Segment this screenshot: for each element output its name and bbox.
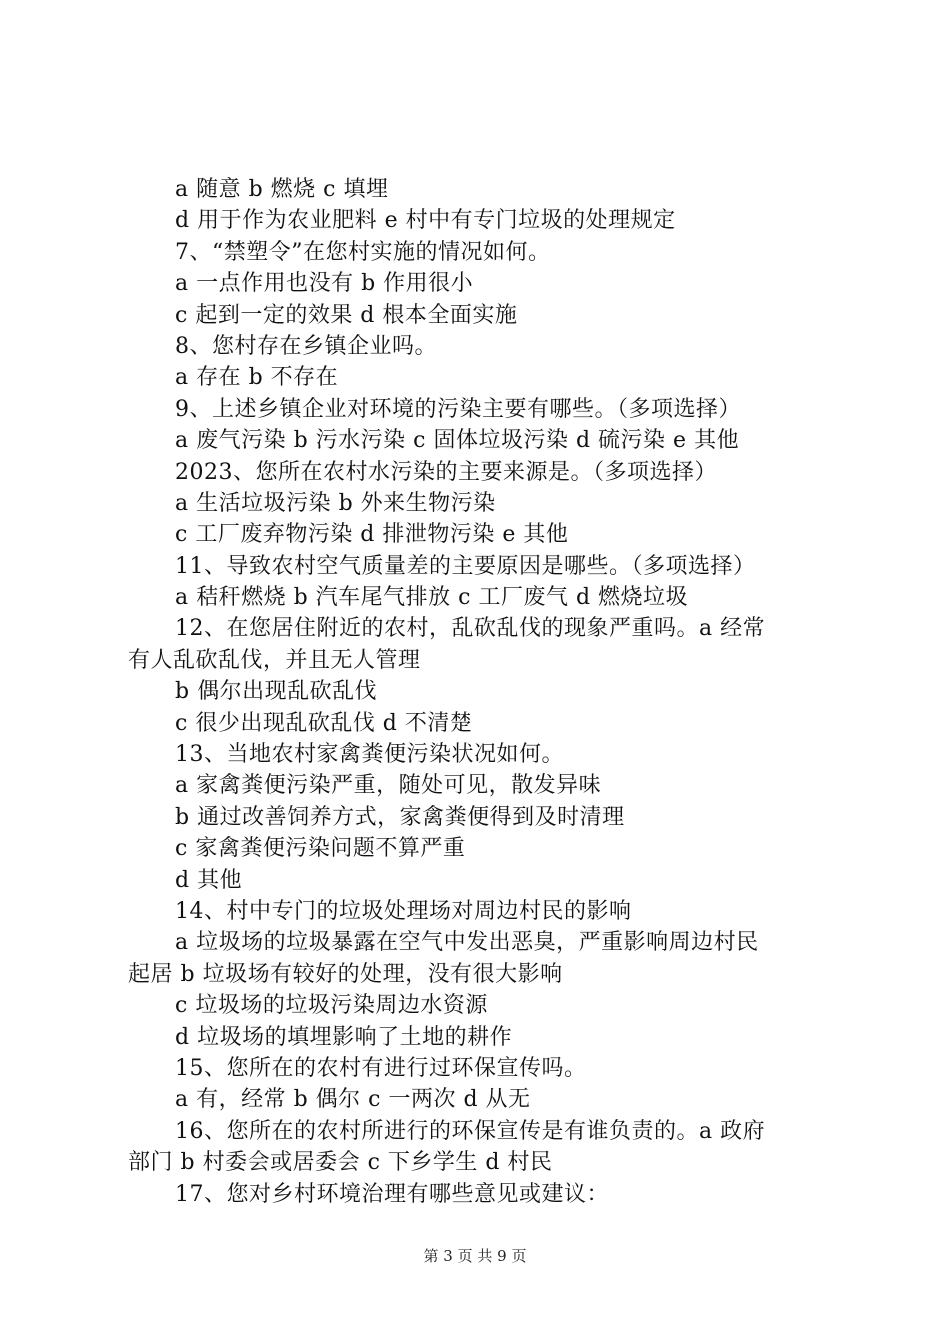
text-line: c 家禽粪便污染问题不算严重 [175,836,466,862]
text-line: a 家禽粪便污染严重，随处可见，散发异味 [175,773,602,799]
question-11: 11、导致农村空气质量差的主要原因是哪些。（多项选择） [175,553,756,579]
text-line: c 起到一定的效果 d 根本全面实施 [175,302,518,328]
text-line: a 随意 b 燃烧 c 填埋 [175,177,389,202]
question-13: 13、当地农村家禽粪便污染状况如何。 [175,742,564,768]
text-line: a 秸秆燃烧 b 汽车尾气排放 c 工厂废气 d 燃烧垃圾 [175,585,689,611]
text-line: a 存在 b 不存在 [175,365,339,391]
text-line: d 用于作为农业肥料 e 村中有专门垃圾的处理规定 [175,208,676,234]
question-7: 7、“禁塑令”在您村实施的情况如何。 [175,239,551,265]
text-line: 有人乱砍乱伐，并且无人管理 [128,647,421,673]
text-line: c 工厂废弃物污染 d 排泄物污染 e 其他 [175,522,569,548]
text-line: a 一点作用也没有 b 作用很小 [175,271,474,297]
text-line: b 通过改善饲养方式，家禽粪便得到及时清理 [175,804,625,830]
text-line: a 废气污染 b 污水污染 c 固体垃圾污染 d 硫污染 e 其他 [175,428,740,454]
question-16: 16、您所在的农村所进行的环保宣传是有谁负责的。a 政府 [175,1118,766,1144]
text-line: c 垃圾场的垃圾污染周边水资源 [175,993,488,1019]
question-9: 9、上述乡镇企业对环境的污染主要有哪些。（多项选择） [175,396,741,422]
text-line: d 其他 [175,867,243,893]
question-14: 14、村中专门的垃圾处理场对周边村民的影响 [175,898,632,924]
text-line: a 垃圾场的垃圾暴露在空气中发出恶臭，严重影响周边村民 [175,930,759,956]
text-line: a 生活垃圾污染 b 外来生物污染 [175,490,496,516]
question-17: 17、您对乡村环境治理有哪些意见或建议： [175,1181,609,1207]
text-line: d 垃圾场的填埋影响了土地的耕作 [175,1024,513,1050]
text-line: b 偶尔出现乱砍乱伐 [175,679,378,705]
text-line: a 有，经常 b 偶尔 c 一两次 d 从无 [175,1087,531,1113]
text-line: 起居 b 垃圾场有较好的处理，没有很大影响 [128,961,563,987]
question-15: 15、您所在的农村有进行过环保宣传吗。 [175,1055,587,1081]
question-12: 12、在您居住附近的农村，乱砍乱伐的现象严重吗。a 经常 [175,616,766,642]
page-number-footer: 第 3 页 共 9 页 [423,1247,527,1265]
question-8: 8、您村存在乡镇企业吗。 [175,333,437,359]
text-line: 部门 b 村委会或居委会 c 下乡学生 d 村民 [128,1150,553,1176]
document-body [128,174,834,1210]
text-line: c 很少出现乱砍乱伐 d 不清楚 [175,710,473,736]
question-10: 2023、您所在农村水污染的主要来源是。（多项选择） [175,459,717,485]
